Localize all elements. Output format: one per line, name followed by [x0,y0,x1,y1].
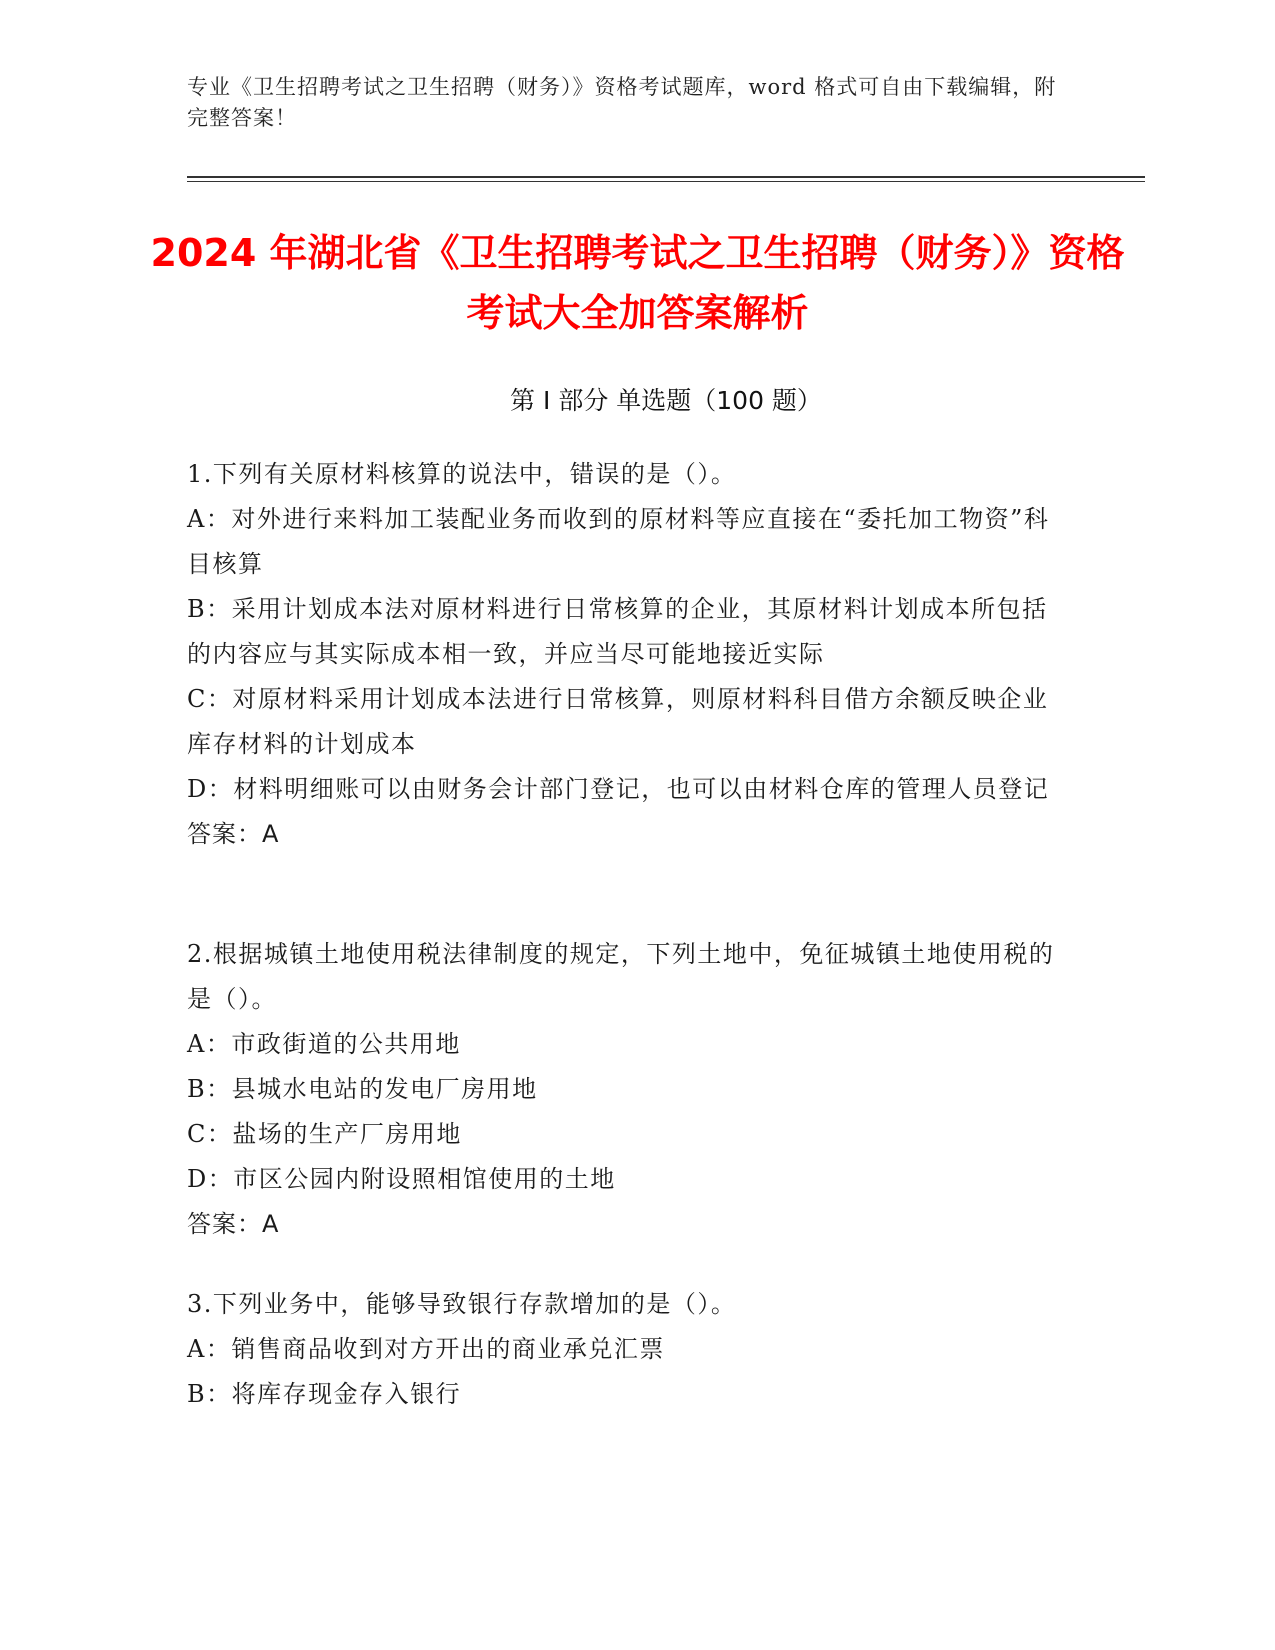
option-d: D：市区公园内附设照相馆使用的土地 [187,1165,616,1193]
answer: 答案：A [187,1210,280,1238]
option-c: C：对原材料采用计划成本法进行日常核算，则原材料科目借方余额反映企业库存材料的计划成本 [187,685,1049,758]
option-a: A：市政街道的公共用地 [187,1030,461,1058]
question-3 [187,1282,1067,1417]
option-c: C：盐场的生产厂房用地 [187,1120,462,1148]
option-d: D：材料明细账可以由财务会计部门登记，也可以由材料仓库的管理人员登记 [187,775,1050,803]
document-title: 2024 年湖北省《卫生招聘考试之卫生招聘（财务）》资格考试大全加答案解析 [150,231,1125,335]
answer: 答案：A [187,820,280,848]
option-a: A：销售商品收到对方开出的商业承兑汇票 [187,1335,665,1363]
option-b: B：采用计划成本法对原材料进行日常核算的企业，其原材料计划成本所包括的内容应与其实际成本相一致，并应当尽可能地接近实际 [187,595,1048,668]
header-divider-thin [187,181,1145,182]
question-1 [187,452,1067,857]
option-a: A：对外进行来料加工装配业务而收到的原材料等应直接在“委托加工物资”科目核算 [187,505,1050,578]
section-heading: 第 I 部分 单选题（100 题） [510,386,822,415]
question-stem: 3.下列业务中，能够导致银行存款增加的是（）。 [187,1290,737,1318]
question-2 [187,932,1067,1247]
header-divider-thick [187,176,1145,178]
header-note: 专业《卫生招聘考试之卫生招聘（财务）》资格考试题库，word 格式可自由下载编辑，附完整答案！ [187,75,1057,130]
question-stem: 1.下列有关原材料核算的说法中，错误的是（）。 [187,460,737,488]
option-b: B：将库存现金存入银行 [187,1380,462,1408]
question-stem: 2.根据城镇土地使用税法律制度的规定，下列土地中，免征城镇土地使用税的是（）。 [187,940,1055,1013]
option-b: B：县城水电站的发电厂房用地 [187,1075,538,1103]
